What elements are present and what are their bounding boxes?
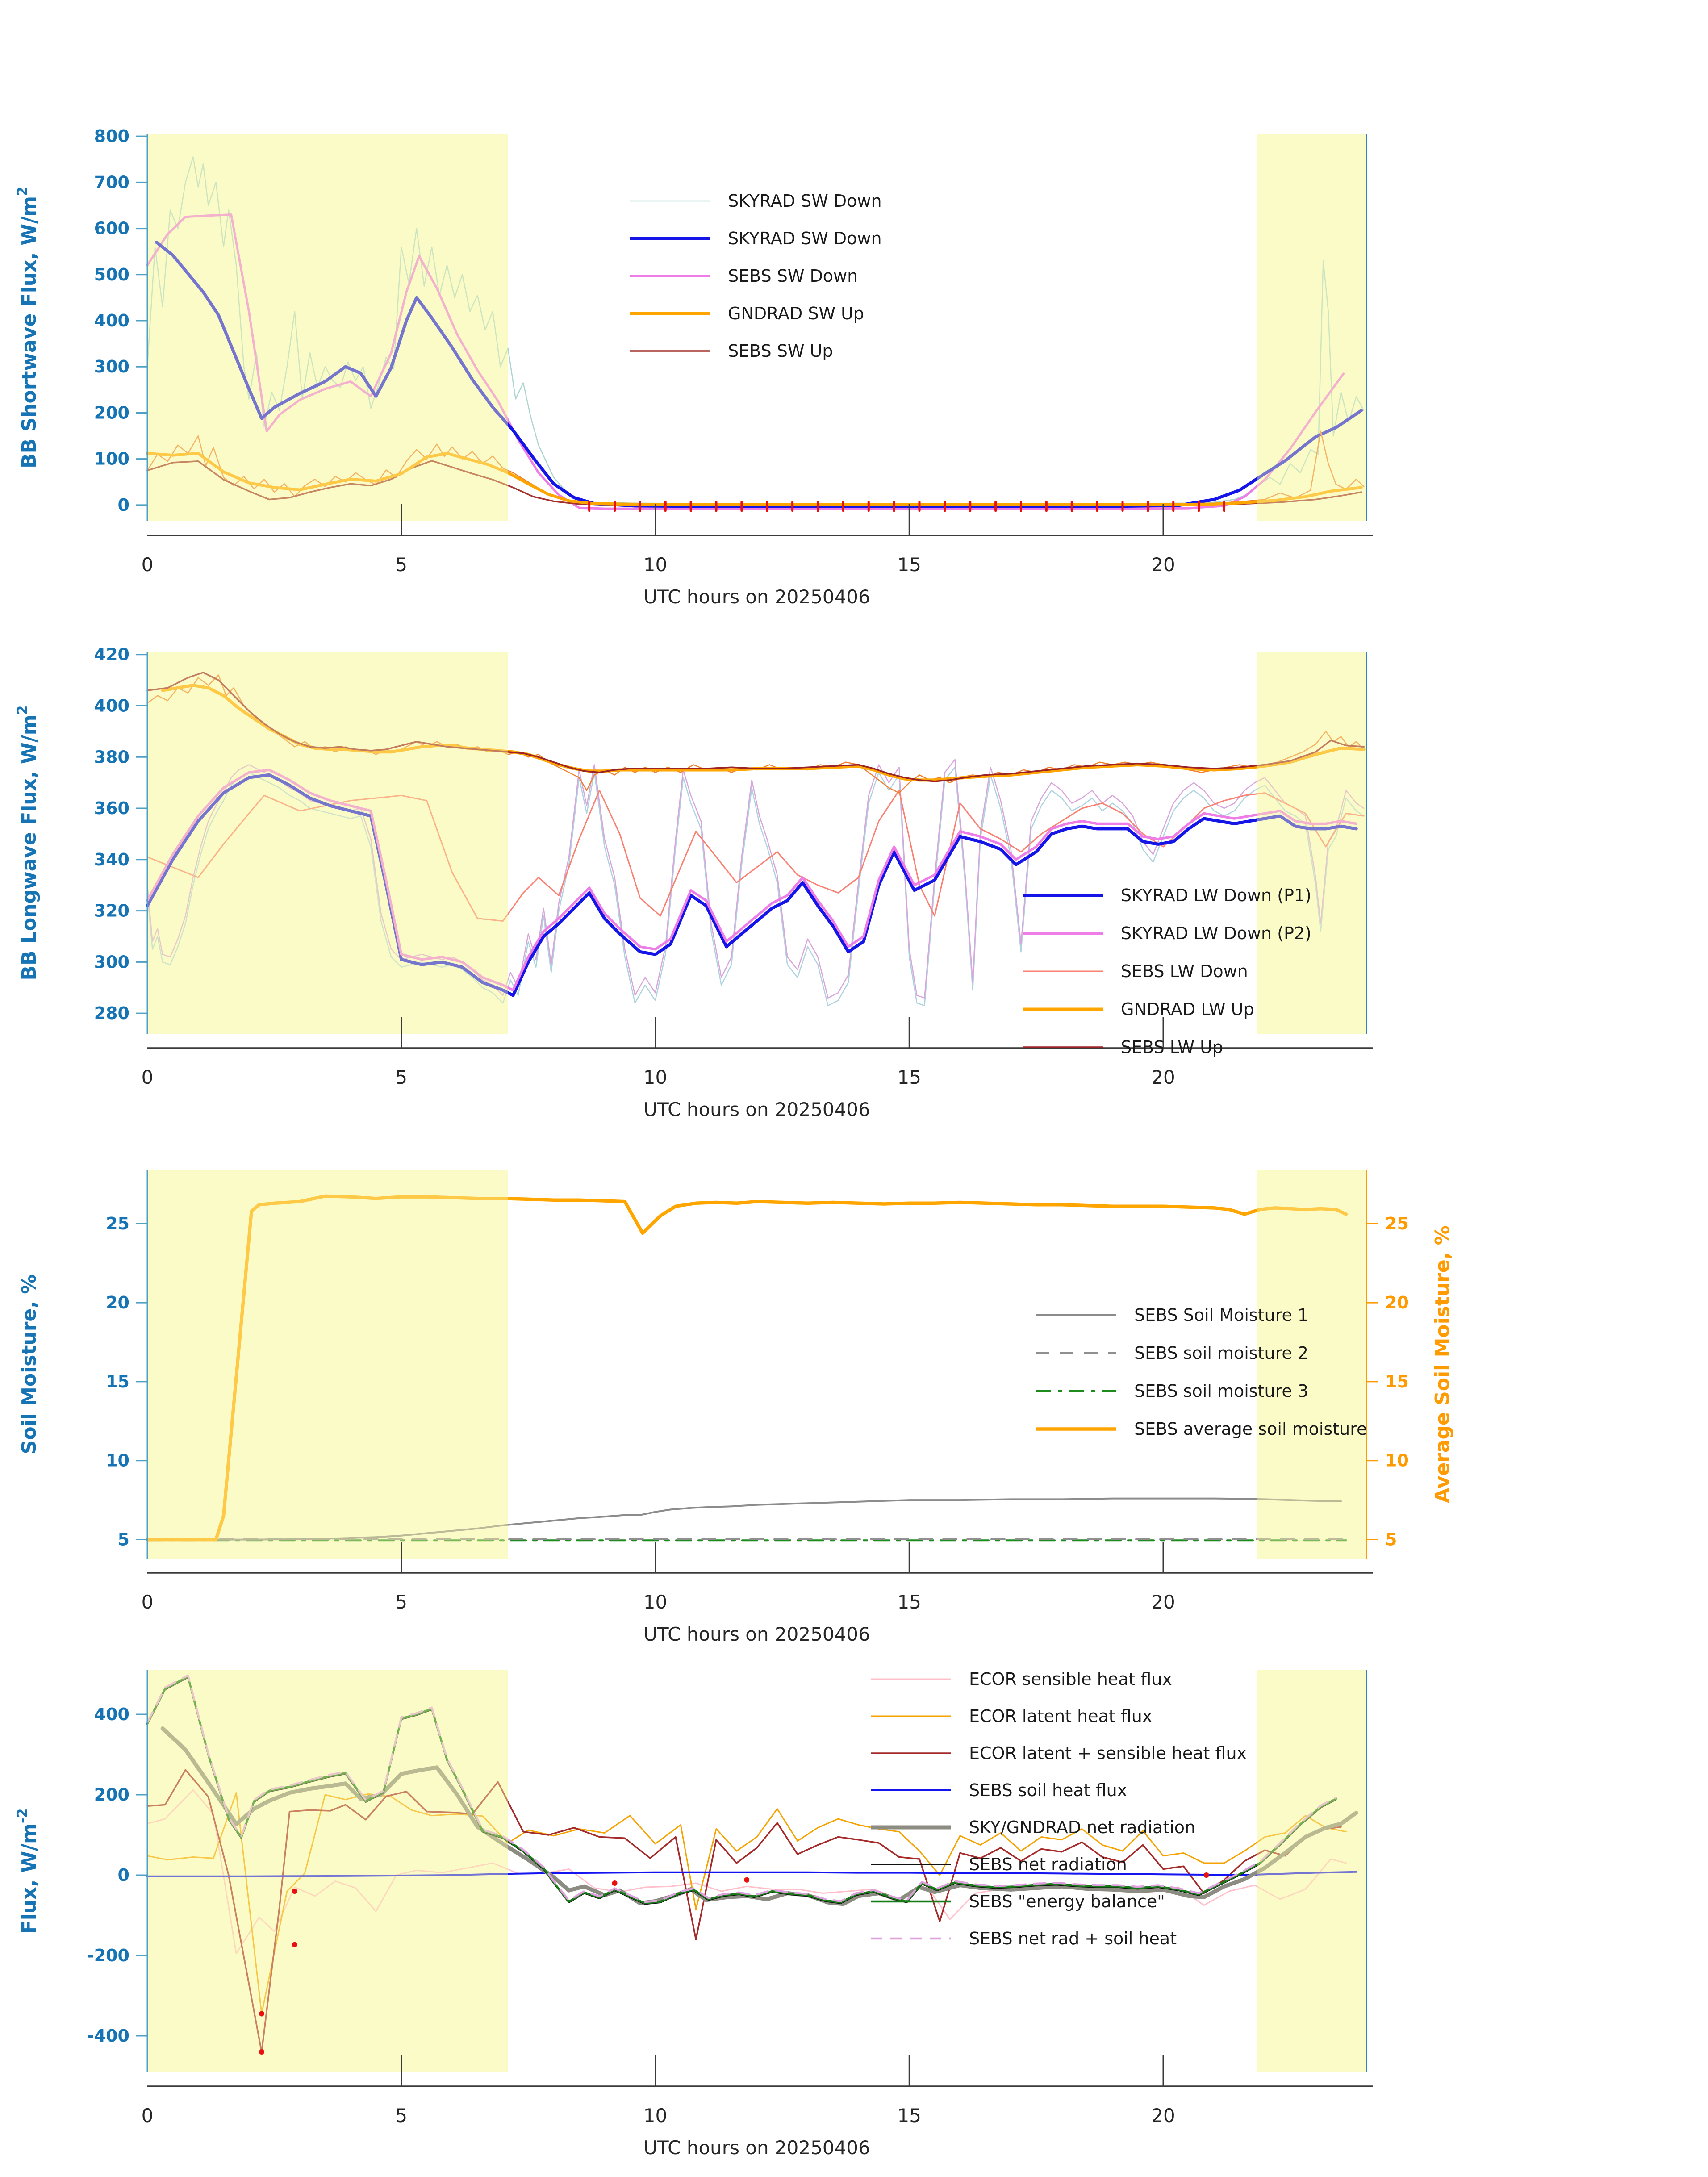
y-tick-label: 300 (94, 952, 129, 972)
legend-item (1036, 1381, 1308, 1401)
legend-label: SEBS Soil Moisture 1 (1134, 1305, 1309, 1325)
x-tick-label: 5 (395, 1591, 408, 1613)
legend-label: SEBS "energy balance" (969, 1892, 1165, 1911)
legend-label: SEBS soil moisture 2 (1134, 1343, 1309, 1363)
x-tick-label: 15 (897, 1066, 921, 1088)
y2-tick-label: 25 (1385, 1214, 1409, 1234)
y-tick-label: 380 (94, 747, 129, 767)
y2-axis-label: Average Soil Moisture, % (1431, 1225, 1454, 1503)
legend-label: SKYRAD LW Down (P1) (1121, 886, 1311, 905)
legend-label: GNDRAD SW Up (728, 304, 864, 323)
red-dot-marker (292, 1942, 297, 1947)
y-tick-label: 0 (117, 495, 129, 515)
y-tick-label: -400 (87, 2026, 129, 2046)
x-tick-label: 10 (643, 554, 668, 576)
y-tick-label: 5 (117, 1529, 129, 1550)
legend-label: SEBS net rad + soil heat (969, 1929, 1177, 1948)
y-tick-label: 360 (94, 798, 129, 819)
y-tick-label: 700 (94, 172, 129, 192)
y-tick-label: 0 (117, 1865, 129, 1885)
x-tick-label: 15 (897, 2105, 921, 2127)
legend-label: SEBS average soil moisture (1134, 1419, 1367, 1439)
red-dot-marker (1204, 1872, 1209, 1878)
y-tick-label: 100 (94, 449, 129, 469)
legend-label: SKYRAD SW Down (728, 229, 882, 248)
night-band-overlay (147, 1670, 508, 2072)
legend-label: SEBS LW Up (1121, 1037, 1224, 1057)
red-dot-marker (612, 1880, 618, 1886)
y-axis-label: BB Shortwave Flux, $W/m^2$ (15, 187, 41, 468)
legend-label: SKY/GNDRAD net radiation (969, 1818, 1196, 1837)
x-tick-label: 0 (141, 554, 154, 576)
y-tick-label: 300 (94, 357, 129, 377)
legend-item (871, 1706, 1152, 1726)
night-band-overlay (1257, 1170, 1366, 1559)
y-tick-label: 400 (94, 696, 129, 716)
night-band-overlay (1257, 134, 1366, 521)
x-tick-label: 20 (1151, 554, 1175, 576)
panel-soil-moisture (0, 1143, 1708, 1652)
legend-label: SEBS soil heat flux (969, 1780, 1128, 1800)
y-tick-label: 600 (94, 218, 129, 238)
legend-label: SKYRAD LW Down (P2) (1121, 923, 1311, 943)
x-tick-label: 5 (395, 554, 408, 576)
y2-tick-label: 5 (1385, 1529, 1397, 1550)
legend-item (1036, 1343, 1308, 1363)
x-axis-label: UTC hours on 20250406 (643, 586, 870, 608)
legend-item (871, 1818, 1195, 1837)
night-band-overlay (147, 652, 508, 1034)
red-dot-marker (259, 2011, 264, 2017)
legend-label: SEBS SW Down (728, 266, 858, 286)
x-tick-label: 0 (141, 1066, 154, 1088)
y-tick-label: 500 (94, 264, 129, 284)
y-tick-label: 400 (94, 1705, 129, 1724)
legend-item (1023, 961, 1248, 981)
legend-label: ECOR latent heat flux (969, 1706, 1153, 1726)
y-tick-label: 280 (94, 1003, 129, 1024)
y-tick-label: 320 (94, 901, 129, 921)
x-axis-label: UTC hours on 20250406 (643, 2137, 870, 2159)
legend-item (630, 266, 858, 286)
panel-flux (0, 1652, 1708, 2177)
legend-item (1023, 1037, 1223, 1057)
legend-item (871, 1780, 1127, 1800)
y2-tick-label: 10 (1385, 1450, 1409, 1471)
legend-item (871, 1929, 1177, 1948)
night-band-overlay (1257, 1670, 1366, 2072)
legend-label: SEBS SW Up (728, 341, 833, 361)
red-dot-marker (744, 1877, 749, 1883)
legend-item (871, 1892, 1165, 1911)
x-tick-label: 20 (1151, 1591, 1175, 1613)
x-tick-label: 15 (897, 1591, 921, 1613)
y-tick-label: 10 (106, 1450, 129, 1471)
y-tick-label: 200 (94, 1785, 129, 1805)
y-tick-label: -200 (87, 1946, 129, 1965)
legend-item (1036, 1305, 1308, 1325)
y-axis-label: BB Longwave Flux, $W/m^2$ (15, 705, 41, 981)
legend-item (871, 1743, 1247, 1763)
legend-item (630, 191, 882, 211)
red-dot-marker (259, 2049, 264, 2055)
y-tick-label: 400 (94, 311, 129, 331)
legend-label: SEBS soil moisture 3 (1134, 1381, 1309, 1401)
x-tick-label: 20 (1151, 2105, 1175, 2127)
y-axis-label: Flux, $W/m^{-2}$ (15, 1808, 41, 1934)
panel-shortwave (0, 0, 1708, 608)
x-tick-label: 10 (643, 1591, 668, 1613)
x-tick-label: 20 (1151, 1066, 1175, 1088)
x-tick-label: 15 (897, 554, 921, 576)
legend (871, 1669, 1247, 1948)
y-tick-label: 15 (106, 1371, 129, 1391)
legend-item (630, 229, 882, 248)
x-tick-label: 5 (395, 2105, 408, 2127)
legend-item (1023, 923, 1311, 943)
x-axis-label: UTC hours on 20250406 (643, 1099, 870, 1120)
legend-item (630, 304, 864, 323)
y-axis-label: Soil Moisture, % (18, 1274, 41, 1454)
red-dot-marker (292, 1889, 297, 1894)
legend-label: SKYRAD SW Down (728, 191, 882, 211)
legend (630, 191, 882, 361)
soil_moisture-svg (0, 1143, 1708, 1652)
legend-item (1036, 1419, 1367, 1439)
legend-item (871, 1669, 1172, 1689)
panel-longwave (0, 587, 1708, 1143)
x-tick-label: 10 (643, 2105, 668, 2127)
night-band-overlay (147, 134, 508, 521)
y-tick-label: 800 (94, 126, 129, 146)
night-band-overlay (1257, 652, 1366, 1034)
x-tick-label: 10 (643, 1066, 668, 1088)
x-tick-label: 0 (141, 1591, 154, 1613)
legend-label: SEBS LW Down (1121, 961, 1248, 981)
flux-svg (0, 1652, 1708, 2177)
night-band-overlay (147, 1170, 508, 1559)
y-tick-label: 200 (94, 403, 129, 423)
y2-tick-label: 20 (1385, 1293, 1409, 1313)
y-tick-label: 20 (106, 1293, 129, 1313)
legend-label: ECOR sensible heat flux (969, 1669, 1172, 1689)
y-tick-label: 25 (106, 1214, 129, 1234)
y-tick-label: 340 (94, 849, 129, 869)
legend-item (1023, 886, 1311, 905)
x-tick-label: 0 (141, 2105, 154, 2127)
x-tick-label: 5 (395, 1066, 408, 1088)
x-axis-label: UTC hours on 20250406 (643, 1623, 870, 1645)
y2-tick-label: 15 (1385, 1371, 1409, 1391)
shortwave-svg (0, 0, 1708, 608)
legend-label: GNDRAD LW Up (1121, 999, 1254, 1019)
longwave-svg (0, 587, 1708, 1143)
legend-item (1023, 999, 1254, 1019)
legend-item (630, 341, 833, 361)
legend-label: ECOR latent + sensible heat flux (969, 1743, 1247, 1763)
y-tick-label: 420 (94, 644, 129, 664)
legend-label: SEBS net radiation (969, 1855, 1127, 1874)
